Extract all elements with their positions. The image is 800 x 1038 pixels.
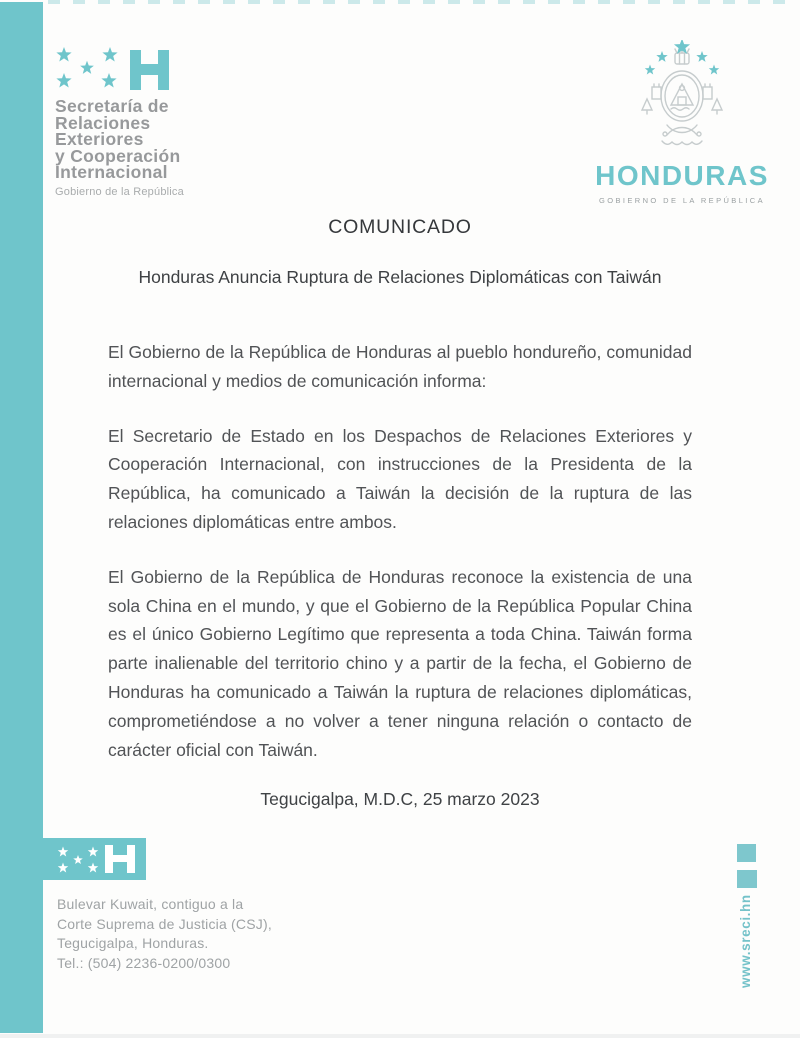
sreci-stars-h-icon <box>55 44 175 94</box>
honduras-coat-of-arms-icon <box>634 40 730 158</box>
org-tagline: Gobierno de la República <box>55 185 184 198</box>
paragraph-announcement: El Secretario de Estado en los Despachos de Relaciones Exteriores y Cooperación Internacional, con instrucciones de la Presidenta de la República, ha comunicado a Taiwán la decisión de la ruptura de las relaciones diplomáticas entre ambos. <box>108 425 692 532</box>
honduras-brand <box>594 40 770 205</box>
dateline: Tegucigalpa, M.D.C, 25 marzo 2023 <box>260 789 540 810</box>
sreci-footer-logo-icon <box>43 838 146 880</box>
footer-address <box>57 895 272 973</box>
org-name <box>55 98 285 181</box>
org-name-line: Relaciones <box>55 112 151 133</box>
org-name-line: y Cooperación <box>55 145 181 166</box>
sreci-logo <box>55 44 285 198</box>
address-line: Tegucigalpa, Honduras. <box>57 935 209 951</box>
address-line: Tel.: (504) 2236-0200/0300 <box>57 954 231 971</box>
org-name-line: Exteriores <box>55 129 144 149</box>
accent-square-bottom <box>737 870 757 888</box>
top-dashed-border <box>48 0 796 4</box>
left-accent-bar <box>0 2 43 1033</box>
communique-body <box>108 216 692 840</box>
address-line: Corte Suprema de Justicia (CSJ), <box>57 915 272 932</box>
org-name-line: Secretaría de <box>55 96 169 116</box>
paragraph-one-china: El Gobierno de la República de Honduras reconoce la existencia de una sola China en el mundo, y que el Gobierno de la República Popular China es el único Gobierno Legítimo que representa a toda China. Taiwán forma parte inalienable del territorio chino y a partir de la fecha, el Gobierno de Honduras ha comunicado a Taiwán la ruptura de relaciones diplomáticas, comprometiéndose a no volver a tener ninguna relación o contacto de carácter oficial con Taiwán. <box>108 566 692 760</box>
address-line: Bulevar Kuwait, contiguo a la <box>57 896 244 912</box>
document-title: COMUNICADO <box>328 216 472 238</box>
honduras-tagline: GOBIERNO DE LA REPÚBLICA <box>599 196 765 205</box>
website-vertical-text: www.sreci.hn <box>738 894 753 988</box>
document-subtitle: Honduras Anuncia Ruptura de Relaciones Diplomáticas con Taiwán <box>138 267 662 287</box>
bottom-edge-strip <box>0 1034 800 1038</box>
accent-square-top <box>737 844 756 862</box>
org-name-line: Internacional <box>55 162 168 182</box>
paragraph-intro: El Gobierno de la República de Honduras al pueblo hondureño, comunidad internacional y medios de comunicación informa: <box>108 342 692 391</box>
honduras-wordmark: HONDURAS <box>595 160 769 191</box>
